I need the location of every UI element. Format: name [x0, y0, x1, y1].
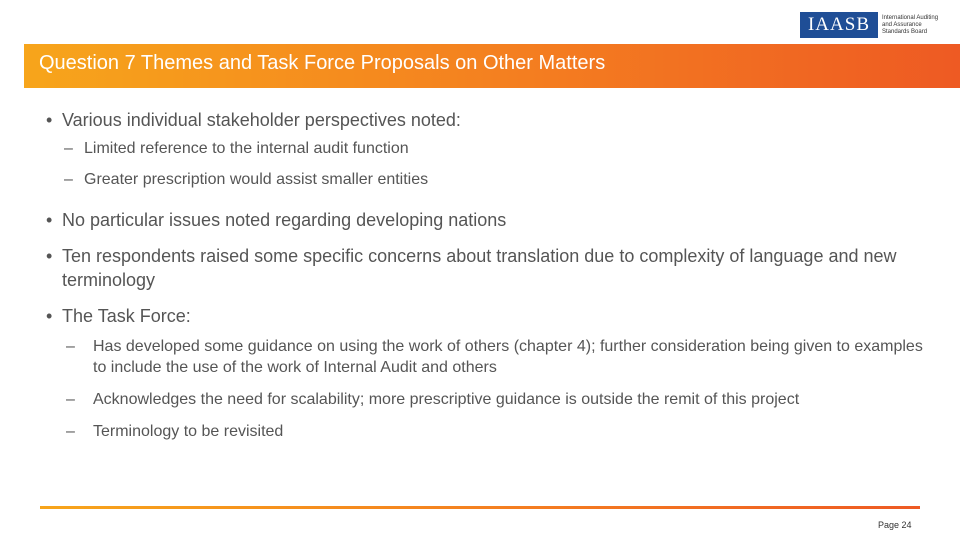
dash-marker: –: [64, 171, 73, 188]
bullet-text: No particular issues noted regarding developing nations: [62, 210, 507, 230]
page-number: Page 24: [878, 520, 912, 530]
bullet-text: Ten respondents raised some specific concerns about translation due to complexity of language and new terminology: [62, 246, 897, 290]
sub-bullet-text: Has developed some guidance on using the work of others (chapter 4); further consideration being given to examples to include the use of the work of Internal Audit and others: [93, 338, 923, 376]
sub-bullet-text: Greater prescription would assist smaller entities: [84, 171, 429, 188]
bullet-marker: •: [46, 210, 53, 230]
sub-bullet-text: Terminology to be revisited: [93, 423, 284, 440]
slide-content: [46, 108, 926, 442]
dash-marker: –: [66, 423, 75, 440]
bullet-text: The Task Force:: [62, 306, 191, 326]
bullet-marker: •: [46, 306, 53, 326]
sub-bullet-smaller-entities: [46, 169, 926, 190]
slide-title: Question 7 Themes and Task Force Proposals on Other Matters: [39, 52, 606, 74]
sub-bullet-terminology: [46, 421, 926, 442]
sub-bullet-internal-audit: [46, 138, 926, 159]
footer-divider: [40, 506, 920, 509]
bullet-translation-concerns: [46, 244, 926, 292]
logo-text: International Auditing and Assurance Standards Board: [882, 14, 939, 35]
bullet-marker: •: [46, 246, 53, 266]
sub-bullet-scalability: [46, 389, 926, 410]
bullet-stakeholder-perspectives: [46, 108, 926, 132]
iaasb-logo: [800, 12, 942, 38]
sub-bullet-text: Acknowledges the need for scalability; more prescriptive guidance is outside the remit of this project: [93, 391, 800, 408]
dash-marker: –: [66, 391, 75, 408]
dash-marker: –: [66, 338, 75, 355]
bullet-marker: •: [46, 110, 53, 130]
title-bar: [24, 44, 960, 88]
sub-bullet-text: Limited reference to the internal audit function: [84, 140, 409, 157]
bullet-text: Various individual stakeholder perspectives noted:: [62, 110, 461, 130]
dash-marker: –: [64, 140, 73, 157]
logo-mark: IAASB: [800, 12, 878, 38]
bullet-developing-nations: [46, 208, 926, 232]
bullet-task-force: [46, 304, 926, 328]
sub-bullet-guidance: [46, 336, 926, 378]
